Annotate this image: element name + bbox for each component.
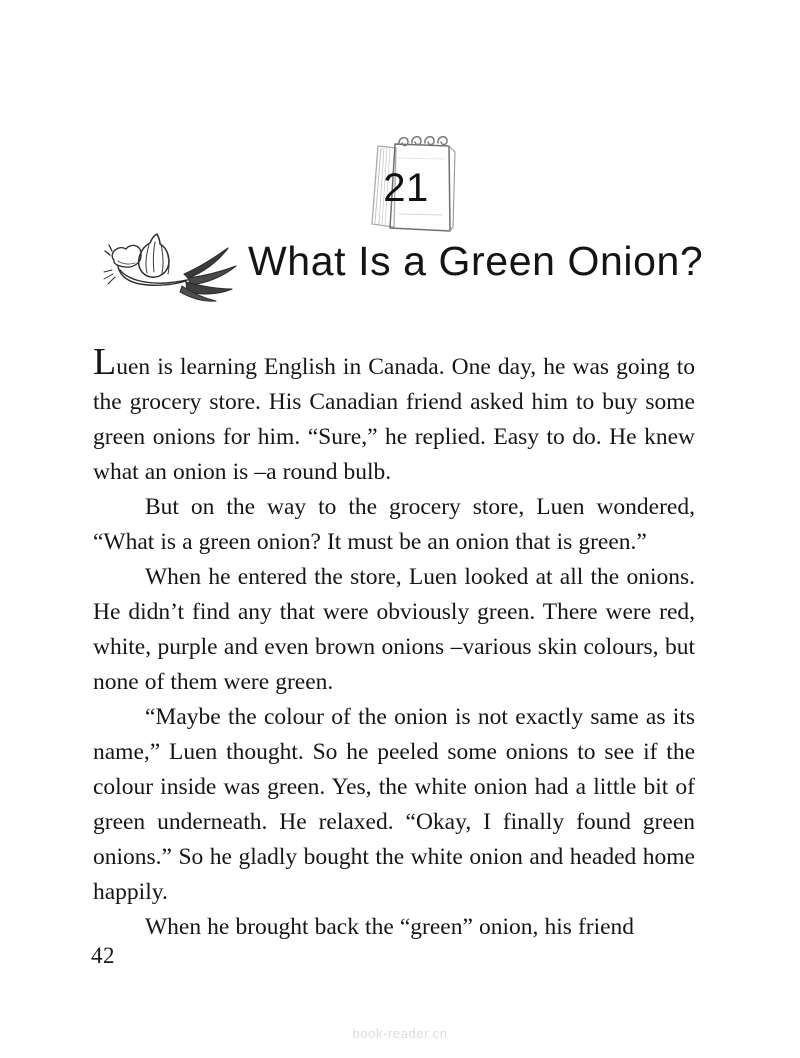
site-watermark: book-reader.cn [352, 1026, 448, 1041]
chapter-number: 21 [383, 166, 429, 210]
paragraph: When he entered the store, Luen looked at all the onions. He didn’t find any that were obviously green. There were red, white, purple and even brown onions –various skin colours, but none of them were green. [93, 564, 695, 695]
paragraph: But on the way to the grocery store, Luen wondered, “What is a green onion? It must be an onion that is green.” [93, 494, 695, 555]
paragraph [93, 341, 695, 490]
chapter-title: What Is a Green Onion? [248, 238, 704, 284]
paragraph-text: uen is learning English in Canada. One day, he was going to the grocery store. His Canadian friend asked him to buy some green onions for him. “Sure,” he replied. Easy to do. He knew what an onion is –a round bulb. [93, 354, 695, 485]
chapter-header [0, 128, 800, 318]
body-text [93, 341, 695, 945]
paragraph: “Maybe the colour of the onion is not exactly same as its name,” Luen thought. So he peeled some onions to see if the colour inside was green. Yes, the white onion had a little bit of green underneath. He relaxed. “Okay, I finally found green onions.” So he gladly bought the white onion and headed home happily. [93, 704, 695, 905]
green-onion-illustration [96, 230, 244, 308]
page-number: 42 [91, 943, 115, 968]
paragraph: When he brought back the “green” onion, his friend [145, 914, 635, 940]
initial-cap: L [93, 341, 117, 383]
